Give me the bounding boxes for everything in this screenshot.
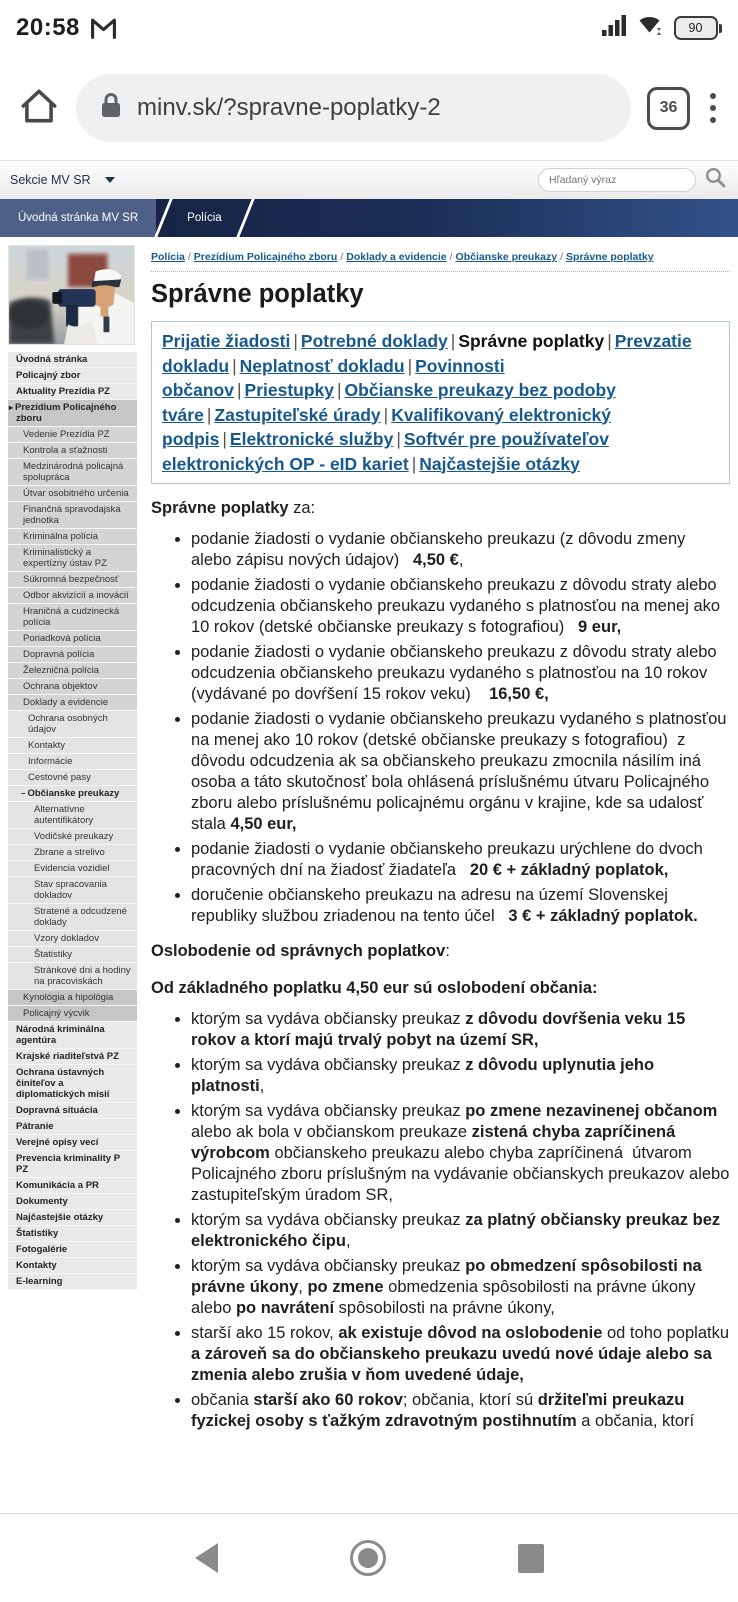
sidebar-item[interactable]: Dopravná situácia [8, 1103, 137, 1119]
sidebar-item[interactable]: Finančná spravodajská jednotka [8, 502, 137, 529]
section-link[interactable]: Priestupky [244, 380, 334, 400]
sidebar-item[interactable]: Prevencia kriminality P PZ [8, 1151, 137, 1178]
sidebar-item[interactable]: Zbrane a strelivo [8, 845, 137, 861]
breadcrumb-separator: / [560, 251, 564, 263]
sidebar-item[interactable]: Ochrana ústavných činiteľov a diplomatických misií [8, 1065, 137, 1103]
breadcrumb-separator: / [340, 251, 344, 263]
breadcrumb-separator: / [449, 251, 453, 263]
sidebar-item[interactable]: Odbor akvizícií a inovácií [8, 588, 137, 604]
web-page [0, 160, 738, 1513]
sidebar-item[interactable]: Národná kriminálna agentúra [8, 1022, 137, 1049]
list-item: • starší ako 15 rokov, ak existuje dôvod na oslobodenie od toho poplatku a zároveň sa do občianskeho preukazu uvedú nové údaje alebo sa zmenia alebo zrušia v ňom uvedené údaje, [191, 1323, 730, 1386]
sidebar-item[interactable]: E-learning [8, 1274, 137, 1290]
list-item: • doručenie občianskeho preukazu na adresu na území Slovenskej republiky službou zriadenou na tento účel 3 € + základný poplatok. [191, 885, 730, 927]
sidebar-item[interactable]: Súkromná bezpečnosť [8, 572, 137, 588]
nav-tab-policia[interactable]: Polícia [187, 212, 222, 224]
gmail-icon [90, 16, 117, 40]
breadcrumb-link[interactable]: Polícia [151, 251, 185, 263]
battery-percent: 90 [688, 21, 703, 35]
sidebar-item[interactable]: Verejné opisy vecí [8, 1135, 137, 1151]
sidebar-item[interactable]: Vodičské preukazy [8, 829, 137, 845]
sidebar-item[interactable]: Kynológia a hipológia [8, 990, 137, 1006]
lock-icon [100, 92, 122, 124]
exemption-subheading: Od základného poplatku 4,50 eur sú oslobodení občania: [151, 979, 598, 997]
recents-icon[interactable] [518, 1544, 544, 1573]
section-link[interactable]: Elektronické služby [229, 429, 394, 449]
section-link[interactable]: Zastupiteľské úrady [214, 404, 381, 425]
link-separator: | [607, 331, 612, 351]
link-separator: | [383, 404, 389, 425]
section-link[interactable]: Občianske preukazy bez podoby tváre [162, 380, 616, 425]
sidebar-item[interactable]: Štatistiky [8, 947, 137, 963]
browser-menu-kebab-icon[interactable] [706, 89, 720, 127]
fees-intro-heading: Správne poplatky za: [151, 499, 316, 517]
sidebar-item[interactable]: Útvar osobitného určenia [8, 486, 137, 502]
browser-toolbar [0, 56, 738, 160]
wifi-icon [637, 14, 665, 43]
list-item: • podanie žiadosti o vydanie občianskeho preukazu z dôvodu straty alebo odcudzenia občianskeho preukazu vydaného s platnosťou na 10 rokov (vydávané po dovŕšení 15 rokov veku) 16,50 €, [191, 642, 730, 705]
sidebar-item[interactable]: Poriadková polícia [8, 631, 137, 647]
sidebar-item[interactable]: Hraničná a cudzinecká polícia [8, 604, 137, 631]
url-text: minv.sk/?spravne-poplatky-2 [137, 94, 441, 121]
list-item: • občania starší ako 60 rokov; občania, ktorí sú držiteľmi preukazu fyzickej osoby s ťažkým zdravotným postihnutím a občania, ktorí [191, 1390, 730, 1432]
list-item: • ktorým sa vydáva občiansky preukaz za platný občiansky preukaz bez elektronického čipu, [191, 1210, 730, 1252]
sidebar-item[interactable]: Kontakty [8, 1258, 137, 1274]
sections-label: Sekcie MV SR [10, 173, 91, 187]
sidebar-item[interactable]: Krajské riaditeľstvá PZ [8, 1049, 137, 1065]
signal-icon [601, 14, 628, 43]
page-title: Správne poplatky [151, 280, 364, 308]
sidebar-item[interactable]: Informácie [8, 754, 137, 770]
sidebar-item[interactable]: Evidencia vozidiel [8, 861, 137, 877]
search-icon[interactable] [705, 167, 726, 193]
fees-list [151, 529, 730, 927]
sidebar-item[interactable]: Policajný výcvik [8, 1006, 137, 1022]
exemption-heading: Oslobodenie od správnych poplatkov: [151, 942, 450, 960]
sidebar-item[interactable]: Úvodná stránka [8, 352, 137, 368]
section-link-current: Správne poplatky [458, 331, 605, 351]
expand-marker-icon: – [21, 789, 26, 798]
link-separator: | [407, 355, 413, 376]
dotted-divider [151, 271, 730, 272]
list-item: • ktorým sa vydáva občiansky preukaz po zmene nezavinenej občanom alebo ak bola v občianskom preukaze zistená chyba zapríčinená výrobcom občianskeho preukazu alebo chyba zapríčinená útvarom Policajného zboru príslušným na vydávanie občianskych preukazov alebo zastupiteľským úradom SR, [191, 1101, 730, 1206]
sidebar-item[interactable]: Dokumenty [8, 1194, 137, 1210]
sidebar-item[interactable]: Alternatívne autentifikátory [8, 802, 137, 829]
list-item: • podanie žiadosti o vydanie občianskeho preukazu urýchlene do dvoch pracovných dní na žiadosť žiadateľa 20 € + základný poplatok, [191, 839, 730, 881]
address-bar[interactable] [76, 74, 631, 142]
section-link[interactable]: Softvér pre používateľov elektronických OP - eID kariet [162, 429, 609, 474]
exemption-list [151, 1009, 730, 1432]
sidebar-item[interactable]: Kontrola a sťažnosti [8, 443, 137, 459]
sidebar-item[interactable]: Vedenie Prezídia PZ [8, 427, 137, 443]
section-link[interactable]: Potrebné doklady [300, 331, 448, 351]
sidebar-item[interactable]: ▸ Prezídium Policajného zboru [8, 400, 137, 427]
section-link[interactable]: Povinnosti občanov [162, 355, 505, 400]
main-nav [0, 199, 738, 237]
police-officer-photo [8, 245, 135, 345]
link-separator: | [411, 453, 417, 474]
search-input[interactable] [538, 168, 696, 192]
android-navigation-bar [0, 1513, 738, 1602]
sidebar-item[interactable]: Aktuality Prezídia PZ [8, 384, 137, 400]
clock: 20:58 [16, 14, 80, 41]
sidebar-item[interactable]: Policajný zbor [8, 368, 137, 384]
sidebar-item[interactable]: Stav spracovania dokladov [8, 877, 137, 904]
expand-marker-icon: ▸ [9, 403, 14, 412]
section-link[interactable]: Prijatie žiadosti [162, 331, 291, 351]
sidebar-item[interactable]: Cestovné pasy [8, 770, 137, 786]
breadcrumb-separator: / [187, 251, 191, 263]
sidebar-menu [8, 352, 137, 1290]
breadcrumb-link[interactable]: Občianske preukazy [455, 251, 558, 263]
sidebar-item[interactable]: Kontakty [8, 738, 137, 754]
sidebar-item[interactable]: Najčastejšie otázky [8, 1210, 137, 1226]
link-separator: | [450, 331, 456, 351]
tab-counter-button[interactable]: 36 [647, 87, 690, 130]
home-nav-icon[interactable] [350, 1540, 386, 1576]
section-link[interactable]: Prevzatie dokladu [162, 331, 692, 376]
site-topbar [0, 161, 738, 199]
link-separator: | [206, 404, 212, 425]
chevron-down-icon [105, 177, 115, 183]
list-item: • podanie žiadosti o vydanie občianskeho preukazu (z dôvodu zmeny alebo zápisu nových údajov) 4,50 €, [191, 529, 730, 571]
section-link[interactable]: Najčastejšie otázky [419, 453, 580, 474]
sidebar-item[interactable]: – Občianske preukazy [8, 786, 137, 802]
status-bar [0, 0, 738, 56]
link-separator: | [293, 331, 298, 351]
sidebar-item[interactable]: Pátranie [8, 1119, 137, 1135]
sidebar-item[interactable]: Dopravná polícia [8, 647, 137, 663]
sidebar-item[interactable]: Stránkové dni a hodiny na pracoviskách [8, 963, 137, 990]
list-item: • ktorým sa vydáva občiansky preukaz po obmedzení spôsobilosti na právne úkony, po zmene obmedzenia spôsobilosti na právne úkony alebo po navrátení spôsobilosti na právne úkony, [191, 1256, 730, 1319]
sidebar-item[interactable]: Železničná polícia [8, 663, 137, 679]
battery-icon [674, 16, 723, 40]
list-item: • podanie žiadosti o vydanie občianskeho preukazu vydaného s platnosťou na menej ako 10 rokov (detské občianske preukazy s fotografiou) z dôvodu odcudzenia ak sa občianskeho preukazu zmocnila násilím iná osoba a táto skutočnosť bola ohlásená príslušnému útvaru Policajného zboru alebo príslušnému policajnému orgánu v krajine, kde sa udalosť stala 4,50 eur, [191, 709, 730, 835]
sidebar-item[interactable]: Komunikácia a PR [8, 1178, 137, 1194]
sidebar-item[interactable]: Vzory dokladov [8, 931, 137, 947]
link-separator: | [337, 380, 342, 400]
sidebar-item[interactable]: Fotogalérie [8, 1242, 137, 1258]
home-icon[interactable] [18, 86, 60, 131]
list-item: • ktorým sa vydáva občiansky preukaz z dôvodu dovŕšenia veku 15 rokov a ktorí majú trvalý pobyt na území SR, [191, 1009, 730, 1051]
sidebar-item[interactable]: Kriminalistický a expertízny ústav PZ [8, 545, 137, 572]
sidebar-item[interactable]: Doklady a evidencie [8, 695, 137, 711]
sidebar-item[interactable]: Ochrana objektov [8, 679, 137, 695]
sidebar-item[interactable]: Stratené a odcudzené doklady [8, 904, 137, 931]
sidebar-item[interactable]: Kriminálna polícia [8, 529, 137, 545]
list-item: • ktorým sa vydáva občiansky preukaz z dôvodu uplynutia jeho platnosti, [191, 1055, 730, 1097]
sidebar [8, 245, 137, 1444]
link-separator: | [236, 380, 242, 400]
main-content [137, 245, 738, 1444]
link-separator: | [232, 355, 237, 376]
section-link[interactable]: Kvalifikovaný elektronický podpis [162, 404, 612, 449]
link-separator: | [222, 429, 227, 449]
breadcrumb-link[interactable]: Správne poplatky [566, 251, 654, 263]
section-links-box [151, 321, 730, 484]
list-item: • podanie žiadosti o vydanie občianskeho preukazu z dôvodu straty alebo odcudzenia občianskeho preukazu vydaného s platnosťou na menej ako 10 rokov (detské občianske preukazy s fotografiou) 9 eur, [191, 575, 730, 638]
sidebar-item[interactable]: Štatistiky [8, 1226, 137, 1242]
sidebar-item[interactable]: Ochrana osobných údajov [8, 711, 137, 738]
nav-tab-uvodna-stranka[interactable]: Úvodná stránka MV SR [0, 199, 156, 237]
breadcrumb-link[interactable]: Doklady a evidencie [346, 251, 447, 263]
sections-dropdown[interactable] [10, 173, 115, 187]
sidebar-item[interactable]: Medzinárodná policajná spolupráca [8, 459, 137, 486]
breadcrumb [151, 250, 730, 264]
back-icon[interactable] [195, 1543, 218, 1573]
breadcrumb-link[interactable]: Prezídium Policajného zboru [193, 251, 338, 263]
link-separator: | [396, 429, 401, 449]
section-link[interactable]: Neplatnosť dokladu [239, 355, 405, 376]
